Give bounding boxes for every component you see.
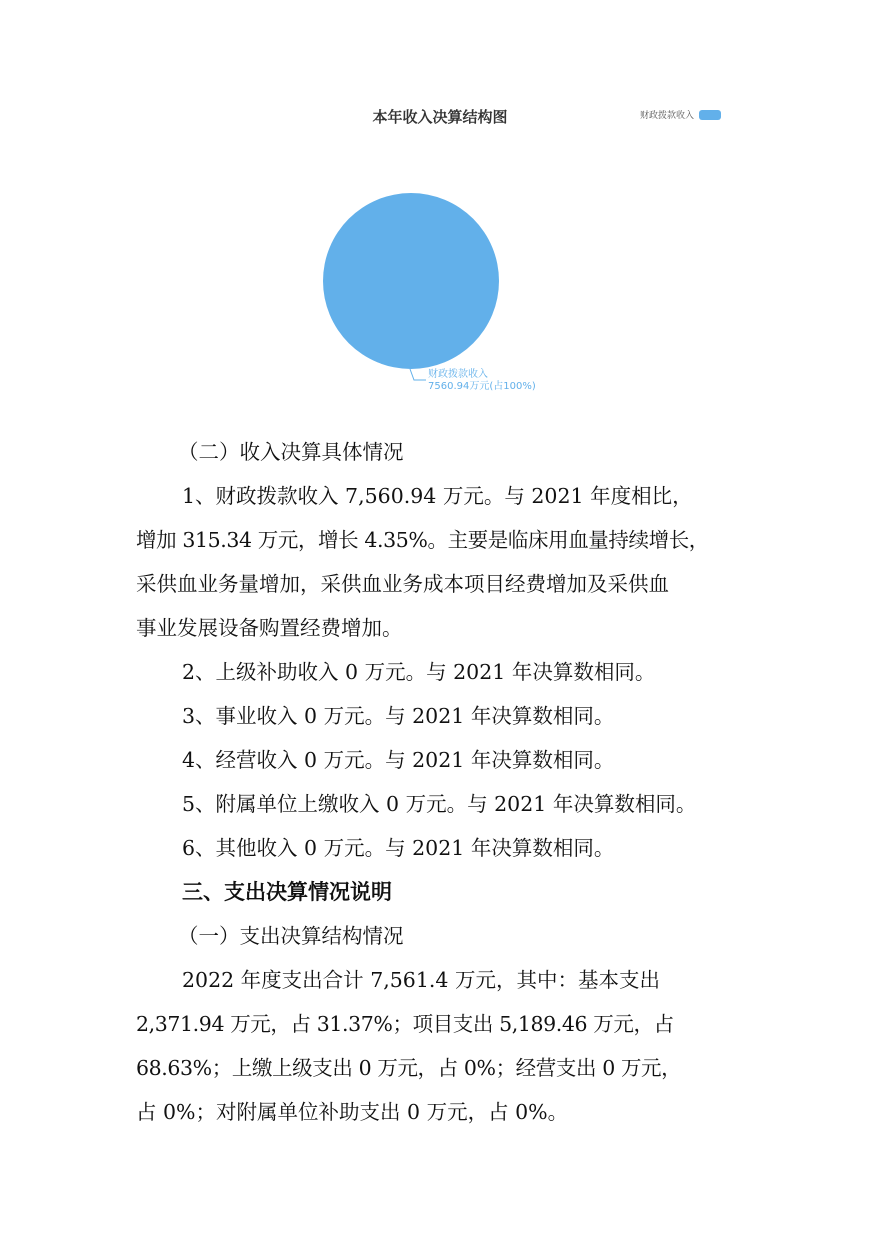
pie-slice-label (428, 369, 536, 393)
pie-slice-label-value: 7560.94万元(占100%) (428, 381, 536, 392)
income-item-2: 2、上级补助收入 0 万元。与 2021 年决算数相同。 (182, 660, 656, 684)
income-1-line-2: 增加 315.34 万元，增长 4.35%。主要是临床用血量持续增长， (136, 528, 709, 552)
expense-line-2: 2,371.94 万元，占 31.37%；项目支出 5,189.46 万元，占 (136, 1012, 674, 1036)
income-item-1 (136, 474, 746, 650)
income-1-line-4: 事业发展设备购置经费增加。 (136, 616, 403, 640)
income-structure-chart (0, 0, 880, 420)
income-item-4: 4、经营收入 0 万元。与 2021 年决算数相同。 (182, 748, 615, 772)
legend-label: 财政拨款收入 (640, 111, 695, 121)
expense-heading: 三、支出决算情况说明 (182, 880, 392, 904)
expense-paragraph (136, 958, 746, 1134)
income-item-5: 5、附属单位上缴收入 0 万元。与 2021 年决算数相同。 (182, 792, 697, 816)
income-item-6: 6、其他收入 0 万元。与 2021 年决算数相同。 (182, 836, 615, 860)
pie-chart-svg (0, 0, 880, 420)
expense-line-4: 占 0%；对附属单位补助支出 0 万元，占 0%。 (136, 1100, 569, 1124)
pie-leader-line (410, 369, 426, 380)
section-2-title: （二）收入决算具体情况 (178, 440, 404, 464)
pie-slice-fiscal-allocation (323, 193, 499, 369)
document-body (136, 430, 746, 1134)
expense-line-1: 2022 年度支出合计 7,561.4 万元，其中：基本支出 (182, 968, 660, 992)
expense-line-3: 68.63%；上缴上级支出 0 万元，占 0%；经营支出 0 万元， (136, 1056, 682, 1080)
income-1-line-1: 1、财政拨款收入 7,560.94 万元。与 2021 年度相比， (182, 484, 693, 508)
expense-sub-heading: （一）支出决算结构情况 (178, 924, 404, 948)
income-item-3: 3、事业收入 0 万元。与 2021 年决算数相同。 (182, 704, 615, 728)
income-1-line-3: 采供血业务量增加，采供血业务成本项目经费增加及采供血 (136, 572, 669, 596)
pie-slice-label-name: 财政拨款收入 (428, 369, 488, 380)
chart-title: 本年收入决算结构图 (372, 108, 508, 126)
